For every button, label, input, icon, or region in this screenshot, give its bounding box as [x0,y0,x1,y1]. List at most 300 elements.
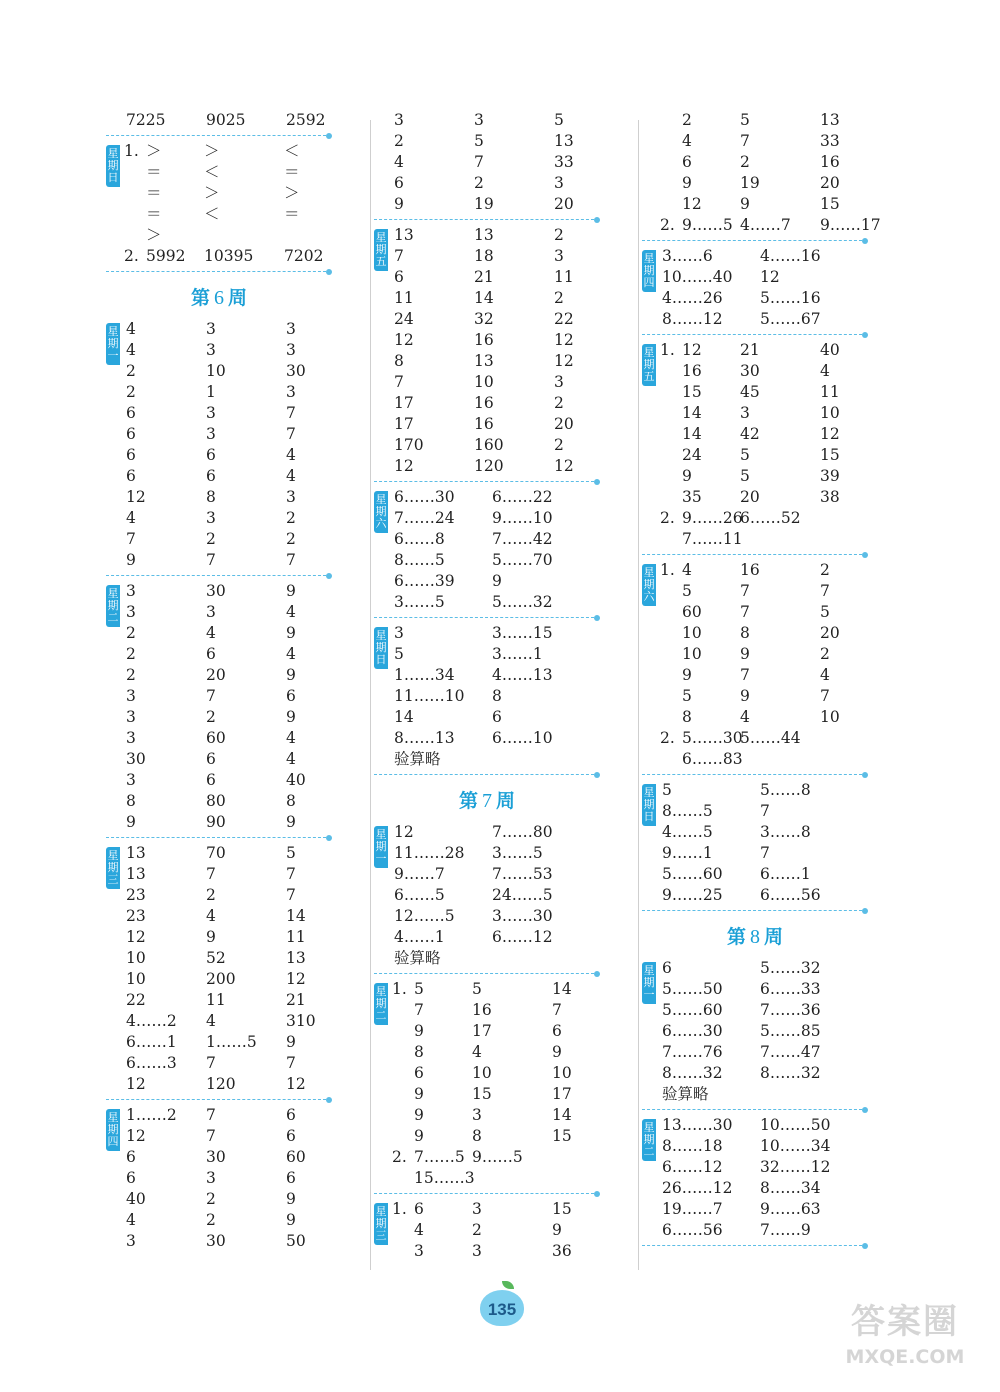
answer-cell: 15 [552,1127,572,1145]
answer-cell: 45 [740,383,760,401]
answer-cell: 23 [126,907,146,925]
answer-cell: 12 [682,195,702,213]
answer-cell: 9 [682,666,692,684]
answer-cell: 12 [126,488,146,506]
day-section [374,487,600,613]
answer-row [106,1210,332,1231]
day-section [106,843,332,1095]
answer-row [374,749,600,770]
answer-cell: 24 [394,310,414,328]
answer-cell: 6 [286,1169,296,1187]
answer-cell: 2 [820,561,830,579]
answer-cell: 3 [554,247,564,265]
day-label-char: 日 [107,171,119,184]
answer-cell: 13 [286,949,306,967]
answer-cell: 7……24 [394,509,455,527]
answer-cell: 4……16 [760,247,821,265]
answer-cell: 7 [414,1001,424,1019]
answer-row [642,288,868,309]
answer-cell: 26……12 [662,1179,733,1197]
answer-row [106,861,332,885]
week-title-prefix: 第 [726,926,746,948]
day-label-char: 期 [107,1123,119,1136]
answer-cell: 9 [740,687,750,705]
answer-row [106,1074,332,1095]
answer-row [106,159,332,183]
answer-row [642,578,868,602]
answer-cell: 5 [682,687,692,705]
answer-cell: 8……5 [394,551,445,569]
answer-cell: 3 [286,383,296,401]
answer-row [642,843,868,864]
answer-cell: 12 [126,1075,146,1093]
answer-cell: ＞ [146,226,162,244]
day-section [642,1115,868,1241]
answer-cell: 11……10 [394,687,465,705]
answer-cell: 6 [126,425,136,443]
answer-cell: 39 [820,467,840,485]
answer-cell: 12 [286,1075,306,1093]
answer-cell: 2 [394,132,404,150]
answer-cell: 3 [474,111,484,129]
answer-cell: 7 [286,425,296,443]
answer-cell: 12 [394,331,414,349]
answer-cell: 3 [126,603,136,621]
answer-cell: 21 [740,341,760,359]
day-label-char: 期 [375,641,387,654]
answer-row [642,602,868,623]
answer-cell: 7 [394,373,404,391]
day-section [106,581,332,833]
answer-row [642,665,868,686]
answer-cell: 20 [740,488,760,506]
answer-row [374,1126,600,1147]
answer-cell: 17 [472,1022,492,1040]
answer-cell: 8……32 [662,1064,723,1082]
answer-cell: 7 [286,886,296,904]
answer-cell: 15 [682,383,702,401]
day-section [374,623,600,770]
answer-cell: 5……32 [492,593,553,611]
answer-cell: 7……11 [682,530,743,548]
answer-cell: 13 [820,111,840,129]
answer-cell: 38 [820,488,840,506]
answer-cell: 7 [740,603,750,621]
answer-row [374,456,600,477]
answer-cell: 32 [474,310,494,328]
dashed-separator [642,236,868,246]
dashed-separator [374,613,600,623]
answer-cell: 3 [206,509,216,527]
answer-cell: 验算略 [394,750,441,768]
day-label-char: 期 [375,505,387,518]
answer-row [374,330,600,351]
answer-row [642,110,868,131]
answer-row [374,435,600,456]
answer-cell: 14 [552,980,572,998]
answer-cell: 8 [472,1127,482,1145]
answer-row [106,599,332,623]
answer-row [642,780,868,801]
answer-cell: 11 [206,991,226,1009]
answer-cell: 6 [206,467,216,485]
answer-row [642,1157,868,1178]
answer-cell: 6……33 [760,980,821,998]
answer-cell: 2. [660,216,675,234]
answer-row [374,1217,600,1241]
answer-cell: 9 [740,645,750,663]
answer-cell: 17 [394,394,414,412]
day-label-char: 五 [643,370,655,383]
answer-cell: 14 [286,907,306,925]
week-title-suffix: 周 [764,926,784,948]
answer-cell: 10 [126,970,146,988]
answer-cell: 6 [394,174,404,192]
answer-cell: 5 [740,467,750,485]
answer-row [106,550,332,571]
answer-cell: 3 [286,341,296,359]
answer-cell: 4 [472,1043,482,1061]
answer-cell: 3 [126,582,136,600]
answer-row [106,319,332,340]
answer-cell: 9 [286,1211,296,1229]
answer-row [642,822,868,843]
answer-cell: 3……6 [662,247,713,265]
answer-row [106,529,332,550]
answer-row [374,864,600,885]
answer-cell: 13 [394,226,414,244]
answer-row [374,665,600,686]
answer-cell: 2 [472,1221,482,1239]
answer-cell: ＝ [146,163,162,181]
answer-cell: ＜ [284,142,300,160]
answer-cell: 21 [286,991,306,1009]
answer-cell: 7……53 [492,865,553,883]
answer-cell: 3 [286,488,296,506]
answer-cell: 7 [740,666,750,684]
answer-cell: 6……56 [662,1221,723,1239]
answer-cell: 6 [286,1106,296,1124]
day-section [106,1105,332,1252]
answer-cell: 5……60 [662,865,723,883]
answer-cell: 9 [286,708,296,726]
answer-cell: 9 [286,666,296,684]
day-section [642,958,868,1105]
answer-row [642,1021,868,1042]
day-label-char: 一 [107,349,119,362]
answer-row [642,1115,868,1136]
answer-cell: 2. [660,729,675,747]
answer-cell: 90 [206,813,226,831]
answer-cell: 1 [206,383,216,401]
answer-cell: 10 [472,1064,492,1082]
answer-cell: 11……28 [394,844,465,862]
answer-row [642,885,868,906]
answer-cell: 15 [472,1085,492,1103]
answer-row [106,885,332,906]
answer-row [642,309,868,330]
answer-cell: 10 [820,708,840,726]
week-title [642,916,868,958]
answer-cell: 6 [126,1169,136,1187]
answer-cell: 15 [820,446,840,464]
answer-cell: 10 [206,362,226,380]
answer-row [374,948,600,969]
answer-cell: 9……63 [760,1200,821,1218]
answer-cell: 7 [286,404,296,422]
answer-cell: 17 [394,415,414,433]
answer-cell: 3 [472,1200,482,1218]
answer-cell: 4 [126,341,136,359]
answer-cell: 7225 [126,111,166,129]
answer-cell: 5……85 [760,1022,821,1040]
day-section [374,225,600,477]
answer-row [106,1168,332,1189]
answer-cell: 6 [662,959,672,977]
answer-cell: 6 [126,446,136,464]
answer-cell: 7 [760,802,770,820]
answer-cell: 9 [492,572,502,590]
day-label-char: 星 [107,325,119,338]
answer-cell: 8 [414,1043,424,1061]
answer-cell: 4……5 [662,823,713,841]
answer-cell: 3 [414,1242,424,1260]
answer-cell: 10 [820,404,840,422]
day-label-char: 日 [375,653,387,666]
answer-cell: 3 [126,687,136,705]
answer-row [374,414,600,435]
answer-row [642,958,868,979]
answer-row [106,508,332,529]
answer-cell: 4 [820,666,830,684]
answer-cell: 6 [206,771,216,789]
answer-row [374,152,600,173]
day-label-char: 六 [375,517,387,530]
answer-cell: 14 [682,425,702,443]
answer-cell: 2. [392,1148,407,1166]
answer-cell: 4……1 [394,928,445,946]
answer-cell: 18 [474,247,494,265]
answer-cell: 5 [414,980,424,998]
dashed-separator [642,906,868,916]
answer-cell: 3……15 [492,624,553,642]
answer-cell: 7……42 [492,530,553,548]
dashed-separator [374,477,600,487]
answer-cell: 7 [820,687,830,705]
day-label-char: 星 [375,1205,387,1218]
answer-row [374,885,600,906]
answer-cell: 40 [126,1190,146,1208]
answer-cell: 120 [206,1075,236,1093]
answer-row [374,131,600,152]
day-label-char: 五 [375,255,387,268]
answer-cell: 4 [286,729,296,747]
answer-cell: 5……60 [662,1001,723,1019]
answer-cell: 9 [286,1033,296,1051]
answer-row [106,1105,332,1126]
dashed-separator [374,215,600,225]
answer-cell: 3……1 [492,645,543,663]
day-label-char: 期 [107,599,119,612]
answer-row [374,1168,600,1189]
answer-cell: 6……1 [126,1033,177,1051]
answer-row [374,243,600,267]
answer-cell: ＞ [204,142,220,160]
week-title-suffix: 周 [496,790,516,812]
answer-cell: 15……3 [414,1169,475,1187]
day-label-char: 星 [107,849,119,862]
answer-cell: 4 [206,907,216,925]
answer-cell: 19……7 [662,1200,723,1218]
answer-row [374,288,600,309]
answer-cell: 7 [286,1054,296,1072]
answer-cell: 30 [206,582,226,600]
answer-cell: 10……50 [760,1116,831,1134]
answer-cell: 4 [820,362,830,380]
answer-cell: 2 [820,645,830,663]
answer-cell: 13 [126,844,146,862]
answer-row [106,644,332,665]
answer-cell: 2 [206,530,216,548]
answer-cell: 4 [394,153,404,171]
answer-cell: 4……13 [492,666,553,684]
answer-row [106,424,332,445]
answer-cell: 7 [820,582,830,600]
answer-cell: 3……30 [492,907,553,925]
answer-row [642,152,868,173]
day-label-char: 期 [107,861,119,874]
day-label-char: 一 [375,852,387,865]
answer-row [642,194,868,215]
answer-row [642,728,868,749]
answer-row [106,686,332,707]
answer-cell: 35 [682,488,702,506]
answer-cell: 7 [474,153,484,171]
answer-cell: 8……5 [662,802,713,820]
answer-cell: 3 [206,603,216,621]
answer-row [374,997,600,1021]
answer-cell: 1……5 [206,1033,257,1051]
answer-cell: 30 [126,750,146,768]
answer-cell: 32……12 [760,1158,831,1176]
answer-cell: 30 [206,1232,226,1250]
day-label-char: 期 [107,159,119,172]
answer-cell: 7……47 [760,1043,821,1061]
answer-cell: 15 [552,1200,572,1218]
dashed-separator [374,969,600,979]
answer-cell: 9……10 [492,509,553,527]
answer-row [642,623,868,644]
answer-cell: 6 [286,1127,296,1145]
answer-row [642,1220,868,1241]
answer-row [642,798,868,822]
answer-row [106,791,332,812]
answer-cell: 8……32 [760,1064,821,1082]
answer-cell: 13 [474,352,494,370]
answer-cell: 3 [126,1232,136,1250]
answer-row [642,264,868,288]
answer-cell: 16 [682,362,702,380]
answer-cell: 6……30 [394,488,455,506]
answer-row [106,382,332,403]
answer-cell: 10 [682,645,702,663]
answer-cell: 9 [682,467,692,485]
answer-cell: 7 [206,1127,216,1145]
answer-cell: 16 [474,415,494,433]
answer-row [374,1105,600,1126]
answer-cell: 7 [286,551,296,569]
answer-cell: 9 [286,582,296,600]
answer-cell: 1. [660,561,675,579]
answer-cell: 2 [126,645,136,663]
answer-cell: ＞ [204,184,220,202]
answer-cell: 7……80 [492,823,553,841]
week-number: 7 [482,790,492,812]
answer-cell: 3 [740,404,750,422]
answer-cell: 4……2 [126,1012,177,1030]
dashed-separator [642,1241,868,1251]
answer-row [106,1053,332,1074]
answer-cell: 7 [740,132,750,150]
answer-cell: 3 [126,729,136,747]
answer-cell: 17 [552,1085,572,1103]
day-label-char: 期 [375,840,387,853]
answer-cell: 3 [206,404,216,422]
answer-cell: 3 [206,1169,216,1187]
answer-cell: 19 [740,174,760,192]
answer-cell: 2 [286,530,296,548]
dashed-separator [642,330,868,340]
answer-cell: 4 [206,1012,216,1030]
answer-cell: 9 [286,813,296,831]
answer-cell: 7202 [284,247,324,265]
answer-cell: 2 [554,289,564,307]
answer-row [642,1063,868,1084]
day-label-char: 期 [375,243,387,256]
answer-cell: 14 [474,289,494,307]
answer-row [106,141,332,162]
answer-row [374,641,600,665]
answer-cell: 310 [286,1012,316,1030]
answer-section [374,110,600,215]
answer-row [642,424,868,445]
answer-row [106,665,332,686]
answer-cell: 7 [206,687,216,705]
answer-cell: 1. [660,341,675,359]
answer-cell: 3 [286,320,296,338]
answer-cell: 16 [472,1001,492,1019]
answer-row [106,204,332,225]
answer-cell: 6 [492,708,502,726]
day-label-char: 星 [643,964,655,977]
answer-cell: 7 [206,551,216,569]
answer-cell: 5……8 [760,781,811,799]
answer-row [642,749,868,770]
answer-cell: 2 [286,509,296,527]
day-label-char: 星 [375,629,387,642]
answer-cell: 7 [394,247,404,265]
answer-cell: 50 [286,1232,306,1250]
answer-cell: 9……7 [394,865,445,883]
answer-cell: 4 [126,509,136,527]
week-title [106,277,332,319]
answer-cell: 7 [126,530,136,548]
answer-cell: 8……18 [662,1137,723,1155]
answer-row [106,581,332,602]
answer-cell: 6……12 [492,928,553,946]
answer-cell: 20 [820,174,840,192]
answer-cell: 13……30 [662,1116,733,1134]
